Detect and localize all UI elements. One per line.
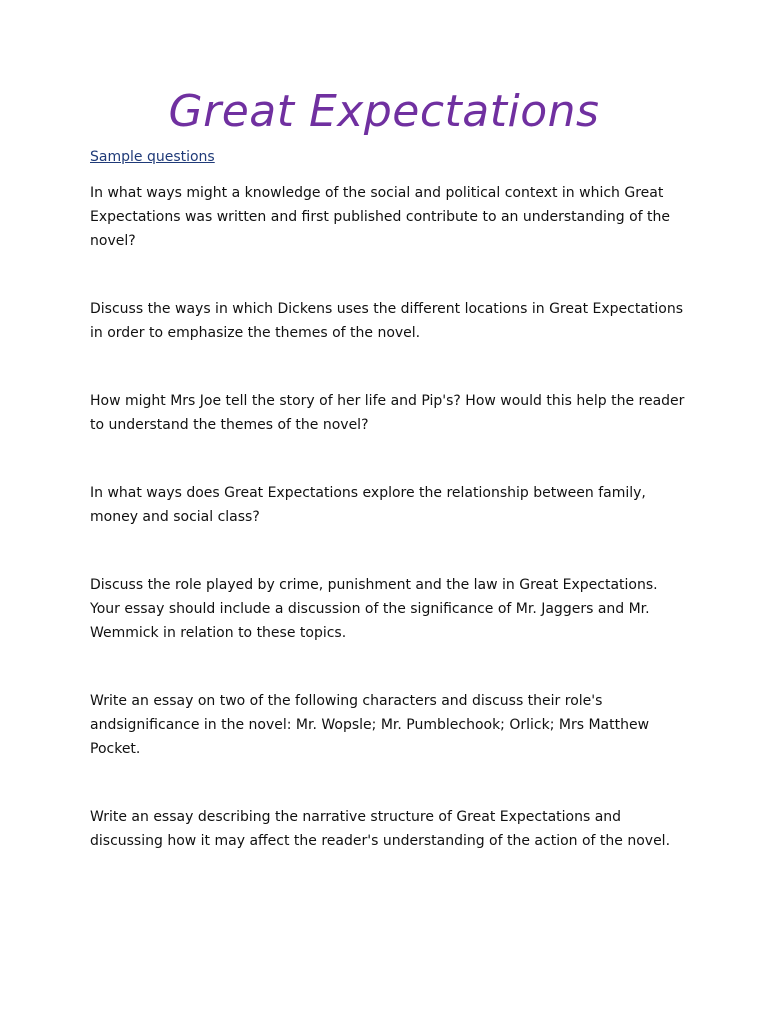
- question-5: Discuss the role played by crime, punishment and the law in Great Expectations. Your essay should include a discussion of the significance of Mr. Jaggers and Mr. Wemmick in relation to these topics.: [90, 577, 658, 641]
- question-4: In what ways does Great Expectations explore the relationship between family, money and social class?: [90, 485, 646, 525]
- question-3: How might Mrs Joe tell the story of her life and Pip's? How would this help the reader to understand the themes of the novel?: [90, 393, 685, 433]
- document-subtitle: Sample questions: [90, 149, 215, 165]
- document-title: Great Expectations: [168, 86, 600, 137]
- question-1: In what ways might a knowledge of the social and political context in which Great Expectations was written and first published contribute to an understanding of the novel?: [90, 185, 671, 249]
- question-2: Discuss the ways in which Dickens uses the different locations in Great Expectations in order to emphasize the themes of the novel.: [90, 301, 684, 341]
- question-6: Write an essay on two of the following characters and discuss their role's andsignificance in the novel: Mr. Wopsle; Mr. Pumblechook; Orlick; Mrs Matthew Pocket.: [90, 693, 650, 757]
- question-list: [90, 181, 690, 897]
- question-7: Write an essay describing the narrative structure of Great Expectations and discussing how it may affect the reader's understanding of the action of the novel.: [90, 809, 671, 849]
